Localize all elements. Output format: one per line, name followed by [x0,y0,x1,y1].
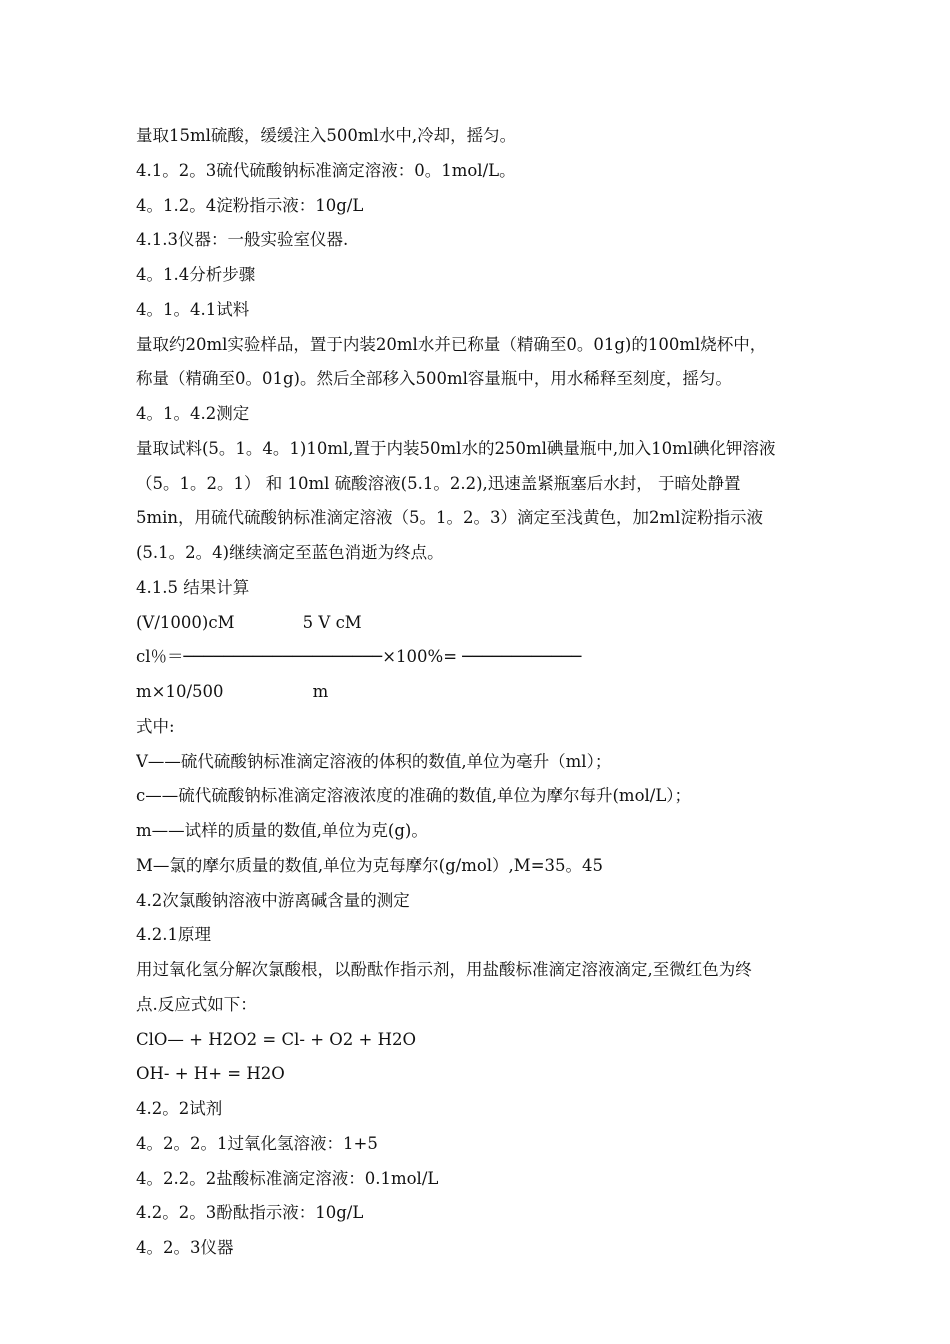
section-heading: 4.1。2。3硫代硫酸钠标准滴定溶液：0。1mol/L。 [136,160,516,180]
document-body [136,119,866,1266]
section-heading: 4.1.5 结果计算 [136,577,250,597]
section-heading: 4。2。3仪器 [136,1238,234,1257]
section-heading: 4。1。4.1试料 [136,299,250,319]
text-line: (5.1。2。4)继续滴定至蓝色消逝为终点。 [136,543,444,562]
variable-definition: M—氯的摩尔质量的数值,单位为克每摩尔(g/mol）,M=35。45 [136,855,604,875]
formula-numerator: (V/1000)cM 5 V cM [136,612,362,632]
variable-definition: V——硫代硫酸钠标准滴定溶液的体积的数值,单位为毫升（ml）； [136,751,612,771]
text-line: 点.反应式如下： [136,994,257,1014]
section-heading: 4。2。2。1过氧化氢溶液：1+5 [136,1133,378,1153]
section-heading: 4。1.2。4淀粉指示液：10g/L [136,195,364,215]
variable-definition: c——硫代硫酸钠标准滴定溶液浓度的准确的数值,单位为摩尔每升(mol/L）； [136,786,692,806]
text-line: （5。1。2。1） 和 10ml 硫酸溶液(5.1。2.2),迅速盖紧瓶塞后水封， 于暗处静置 [136,473,741,493]
formula-denominator: m×10/500 m [136,682,329,701]
reaction-equation: ClO— + H2O2 = Cl- + O2 + H2O [136,1029,417,1049]
section-heading: 4.2次氯酸钠溶液中游离碱含量的测定 [136,890,410,910]
text-line: 5min，用硫代硫酸钠标准滴定溶液（5。1。2。3）滴定至浅黄色，加2ml淀粉指示液 [136,508,763,528]
text-line: 量取15ml硫酸，缓缓注入500ml水中,冷却，摇匀。 [136,126,517,145]
section-heading: 4。1.4分析步骤 [136,265,256,284]
section-heading: 4.2。2试剂 [136,1099,223,1118]
variable-definition: m——试样的质量的数值,单位为克(g)。 [136,821,428,840]
section-heading: 4。2.2。2盐酸标准滴定溶液：0.1mol/L [136,1168,439,1188]
section-heading: 4。1。4.2测定 [136,404,250,423]
text-line: 量取约20ml实验样品，置于内装20ml水并已称量（精确至0。01g)的100ml烧杯中， [136,334,767,354]
section-heading: 4.2。2。3酚酞指示液：10g/L [136,1203,364,1223]
text-line: 用过氧化氢分解次氯酸根，以酚酞作指示剂，用盐酸标准滴定溶液滴定,至微红色为终 [136,960,752,979]
text-line: 量取试料(5。1。4。1)10ml,置于内装50ml水的250ml碘量瓶中,加入10ml碘化钾溶液 [136,438,776,458]
reaction-equation: OH- + H+ = H2O [136,1064,285,1084]
formula-main: cl％＝────────────────────×100%= ──────────── [136,647,582,667]
text-line: 式中: [136,716,175,736]
text-line: 称量（精确至0。01g)。然后全部移入500ml容量瓶中，用水稀释至刻度，摇匀。 [136,369,732,389]
section-heading: 4.1.3仪器：一般实验室仪器. [136,230,349,250]
section-heading: 4.2.1原理 [136,925,211,945]
